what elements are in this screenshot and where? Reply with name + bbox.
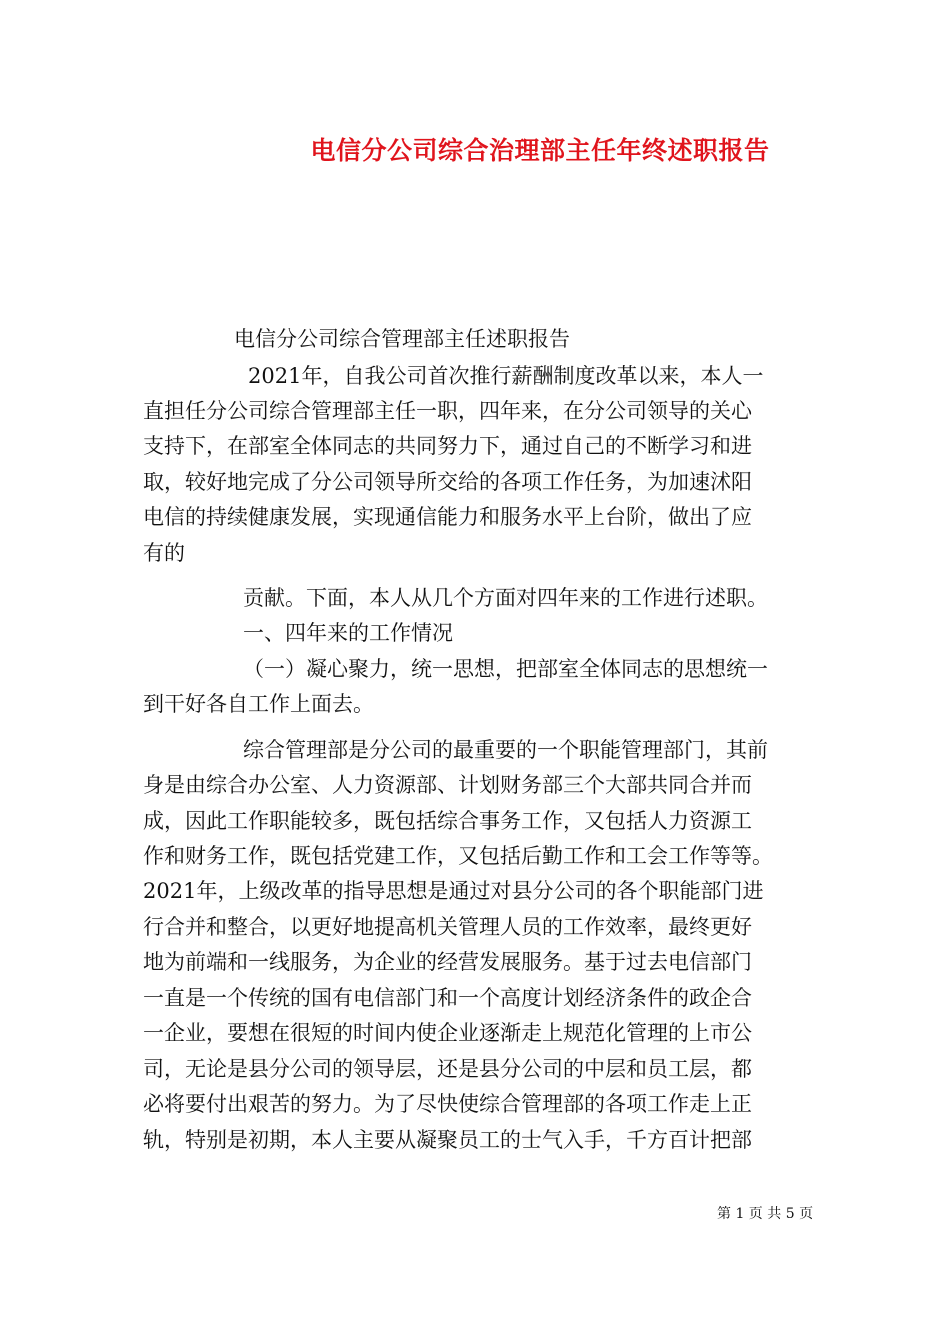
body-line: 一企业，要想在很短的时间内使企业逐渐走上规范化管理的上市公 — [143, 1021, 752, 1045]
body-line: 取，较好地完成了分公司领导所交给的各项工作任务，为加速沭阳 — [143, 470, 752, 494]
body-line: 一直是一个传统的国有电信部门和一个高度计划经济条件的政企合 — [143, 986, 752, 1010]
body-line: 司，无论是县分公司的领导层，还是县分公司的中层和员工层，都 — [143, 1057, 752, 1081]
body-line: 直担任分公司综合管理部主任一职，四年来，在分公司领导的关心 — [143, 399, 752, 423]
subsection-heading: （一）凝心聚力，统一思想，把部室全体同志的思想统一 — [243, 657, 768, 681]
body-line: 行合并和整合，以更好地提高机关管理人员的工作效率，最终更好 — [143, 915, 752, 939]
body-line: 身是由综合办公室、人力资源部、计划财务部三个大部共同合并而 — [143, 773, 752, 797]
section-heading: 一、四年来的工作情况 — [243, 621, 453, 645]
body-line: 成，因此工作职能较多，既包括综合事务工作，又包括人力资源工 — [143, 809, 752, 833]
body-line: 有的 — [143, 541, 185, 565]
body-line: 必将要付出艰苦的努力。为了尽快使综合管理部的各项工作走上正 — [143, 1092, 752, 1116]
body-line: 支持下，在部室全体同志的共同努力下，通过自己的不断学习和进 — [143, 434, 752, 458]
body-line: 贡献。下面，本人从几个方面对四年来的工作进行述职。 — [243, 586, 768, 610]
body-line: 地为前端和一线服务，为企业的经营发展服务。基于过去电信部门 — [143, 950, 752, 974]
body-line: 到干好各自工作上面去。 — [143, 692, 374, 716]
body-line: 轨，特别是初期，本人主要从凝聚员工的士气入手，千方百计把部 — [143, 1128, 752, 1152]
subtitle-line: 电信分公司综合管理部主任述职报告 — [234, 327, 570, 351]
page-number-footer: 第 1 页 共 5 页 — [717, 1206, 814, 1222]
body-line: 综合管理部是分公司的最重要的一个职能管理部门，其前 — [243, 738, 768, 762]
document-title: 电信分公司综合治理部主任年终述职报告 — [310, 136, 770, 165]
body-line: 2021年，自我公司首次推行薪酬制度改革以来，本人一 — [248, 364, 764, 388]
body-line: 电信的持续健康发展，实现通信能力和服务水平上台阶，做出了应 — [143, 505, 752, 529]
body-line: 作和财务工作，既包括党建工作，又包括后勤工作和工会工作等等。 — [143, 844, 773, 868]
body-line: 2021年，上级改革的指导思想是通过对县分公司的各个职能部门进 — [143, 879, 764, 903]
